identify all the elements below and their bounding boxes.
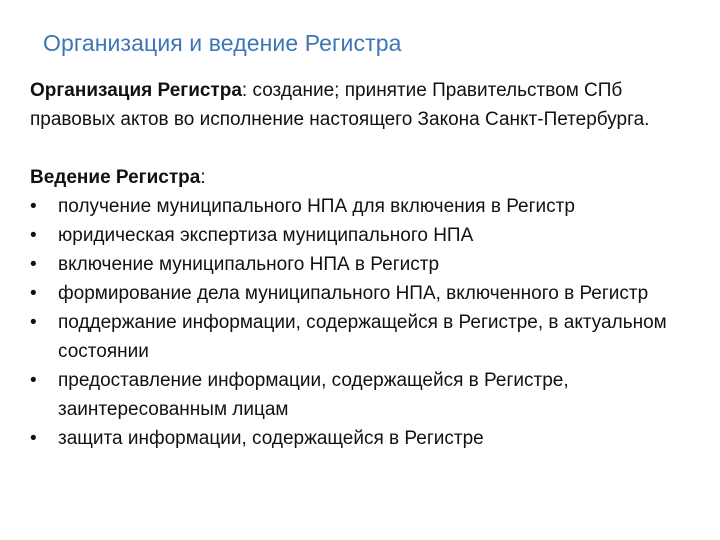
bullet-icon: • [30, 370, 37, 391]
bullet-icon: • [30, 225, 37, 246]
list-item-text: защита информации, содержащейся в Регистре [58, 428, 484, 449]
list-item [30, 192, 710, 221]
list-item [30, 279, 710, 308]
list-item-text: поддержание информации, содержащейся в Регистре, в актуальном состоянии [58, 312, 667, 362]
list-item-text: включение муниципального НПА в Регистр [58, 254, 440, 275]
paragraph-spacer [30, 134, 710, 163]
slide-body [30, 76, 710, 453]
maintenance-list [30, 192, 710, 453]
maintenance-heading: Ведение Регистра [30, 167, 201, 188]
organization-paragraph [30, 76, 710, 134]
list-item [30, 366, 710, 424]
slide-title: Организация и ведение Регистра [43, 30, 402, 56]
list-item-text: формирование дела муниципального НПА, включенного в Регистр [58, 283, 649, 304]
organization-heading: Организация Регистра [30, 80, 242, 101]
bullet-icon: • [30, 196, 37, 217]
list-item [30, 424, 710, 453]
list-item [30, 308, 710, 366]
bullet-icon: • [30, 312, 37, 333]
bullet-icon: • [30, 254, 37, 275]
list-item [30, 250, 710, 279]
bullet-icon: • [30, 428, 37, 449]
bullet-icon: • [30, 283, 37, 304]
list-item-text: юридическая экспертиза муниципального НПА [58, 225, 474, 246]
maintenance-heading-line [30, 163, 710, 192]
list-item-text: предоставление информации, содержащейся в Регистре, заинтересованным лицам [58, 370, 569, 420]
maintenance-heading-colon: : [200, 167, 206, 188]
organization-text: : создание; принятие Правительством СПб правовых актов во исполнение настоящего Закона Санкт-Петербурга. [30, 80, 650, 130]
list-item-text: получение муниципального НПА для включения в Регистр [58, 196, 575, 217]
list-item [30, 221, 710, 250]
